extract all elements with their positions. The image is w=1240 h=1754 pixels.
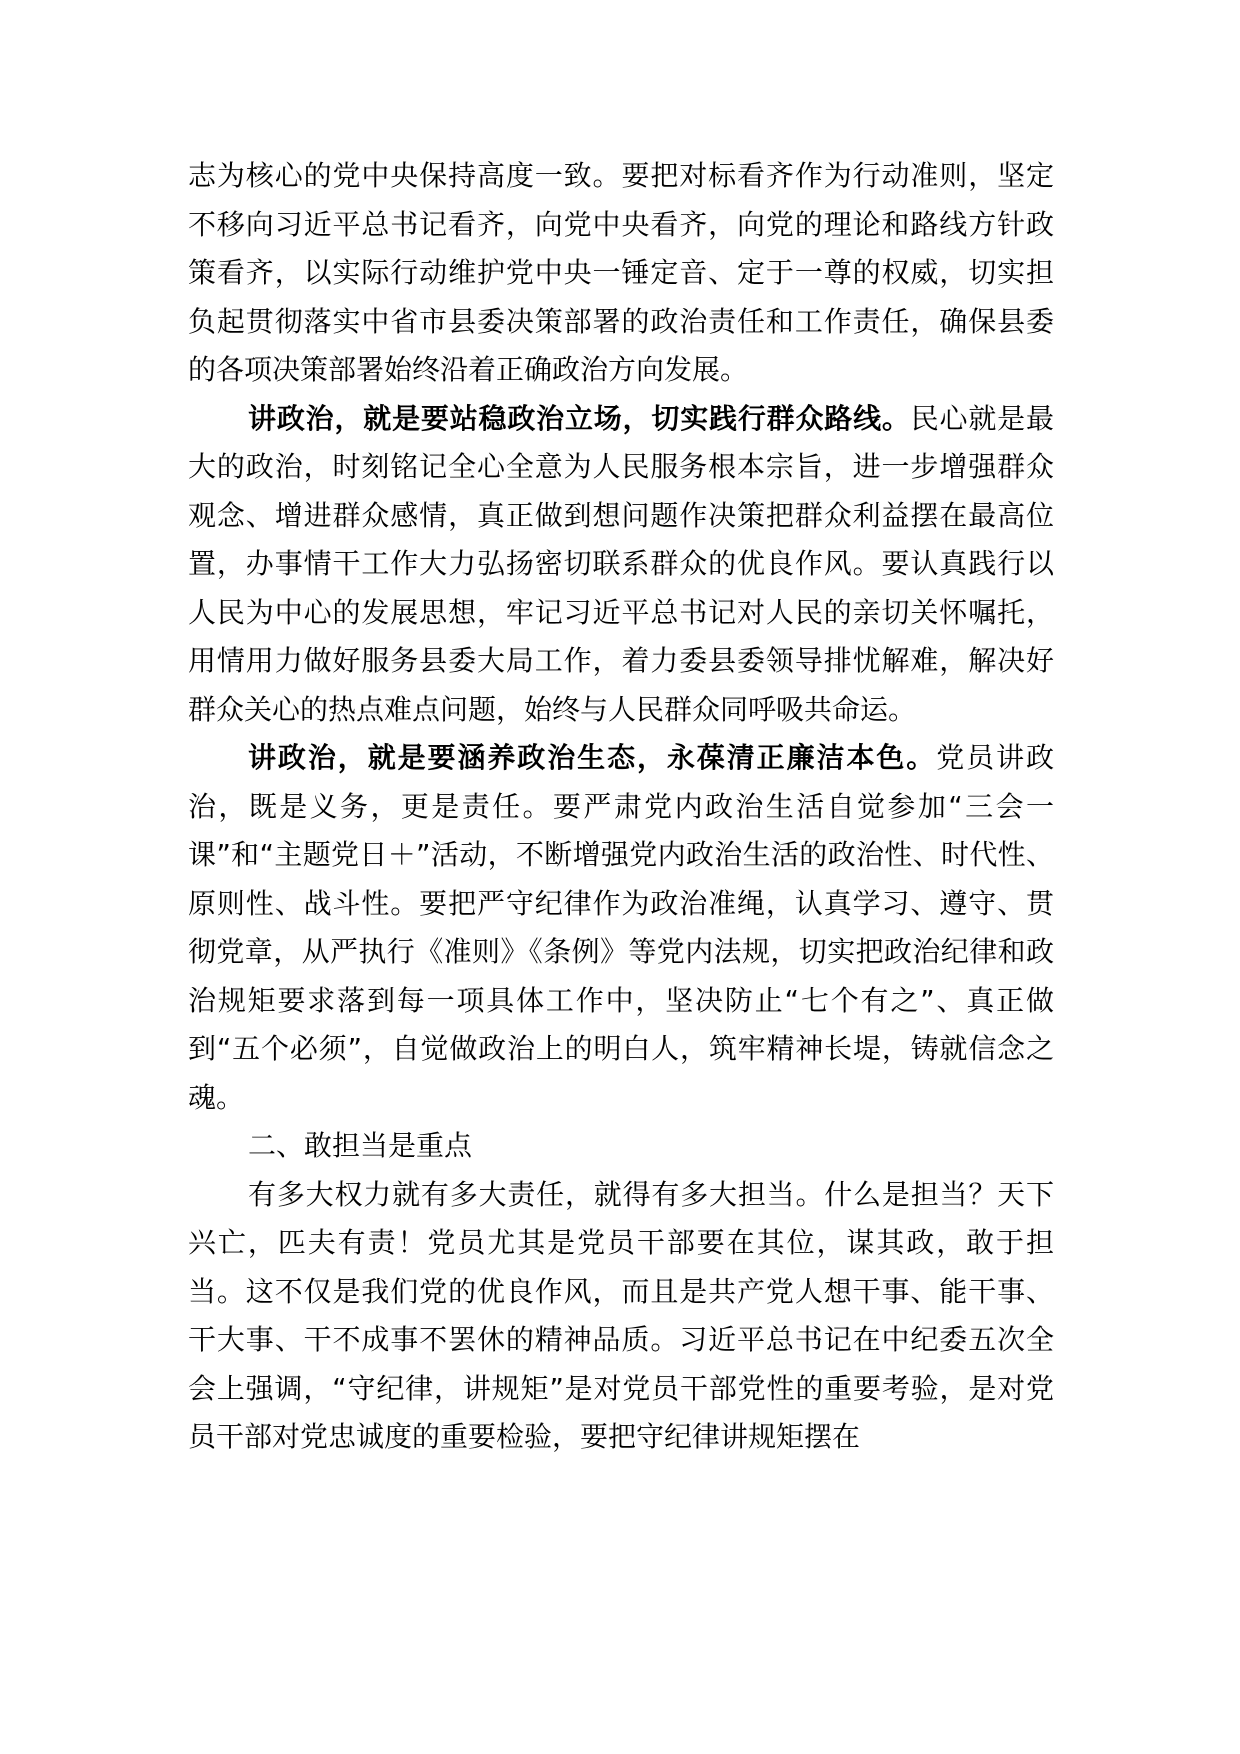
section-heading-text: 二、敢担当是重点 [248, 1129, 473, 1162]
paragraph-political-ecology [188, 734, 1054, 1122]
paragraph-political-stance [188, 395, 1054, 735]
paragraph-continuation [188, 152, 1054, 395]
document-body [188, 152, 1054, 1462]
paragraph-text: 民心就是最大的政治，时刻铭记全心全意为人民服务根本宗旨，进一步增强群众观念、增进群众感情，真正做到想问题作决策把群众利益摆在最高位置，办事情干工作大力弘扬密切联系群众的优良作风。要认真践行以人民为中心的发展思想，牢记习近平总书记对人民的亲切关怀嘱托，用情用力做好服务县委大局工作，着力委县委领导排忧解难，解决好群众关心的热点难点问题，始终与人民群众同呼吸共命运。 [188, 401, 1054, 726]
paragraph-responsibility [188, 1171, 1054, 1462]
paragraph-lead-bold: 讲政治，就是要涵养政治生态，永葆清正廉洁本色。 [248, 741, 937, 774]
paragraph-text: 志为核心的党中央保持高度一致。要把对标看齐作为行动准则，坚定不移向习近平总书记看齐，向党中央看齐，向党的理论和路线方针政策看齐，以实际行动维护党中央一锤定音、定于一尊的权威，切实担负起贯彻落实中省市县委决策部署的政治责任和工作责任，确保县委的各项决策部署始终沿着正确政治方向发展。 [188, 159, 1054, 386]
paragraph-text: 党员讲政治，既是义务，更是责任。要严肃党内政治生活自觉参加“三会一课”和“主题党日＋”活动，不断增强党内政治生活的政治性、时代性、原则性、战斗性。要把严守纪律作为政治准绳，认真学习、遵守、贯彻党章，从严执行《准则》《条例》等党内法规，切实把政治纪律和政治规矩要求落到每一项具体工作中，坚决防止“七个有之”、真正做到“五个必须”，自觉做政治上的明白人，筑牢精神长堤，铸就信念之魂。 [188, 741, 1054, 1114]
section-heading [188, 1122, 1054, 1171]
paragraph-text: 有多大权力就有多大责任，就得有多大担当。什么是担当？天下兴亡，匹夫有责！党员尤其是党员干部要在其位，谋其政，敢于担当。这不仅是我们党的优良作风，而且是共产党人想干事、能干事、干大事、干不成事不罢休的精神品质。习近平总书记在中纪委五次全会上强调，“守纪律，讲规矩”是对党员干部党性的重要考验，是对党员干部对党忠诚度的重要检验，要把守纪律讲规矩摆在 [188, 1177, 1054, 1453]
paragraph-lead-bold: 讲政治，就是要站稳政治立场，切实践行群众路线。 [248, 401, 911, 435]
